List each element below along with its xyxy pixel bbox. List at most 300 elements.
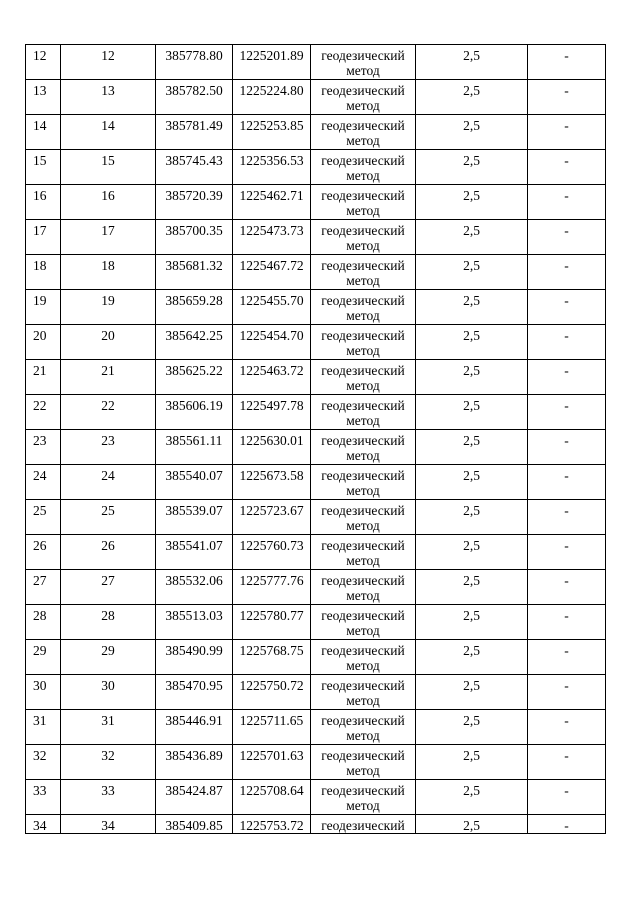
point-id-cell-text: 20 <box>101 328 115 343</box>
x-coordinate-cell <box>156 360 233 395</box>
point-id-cell-text: 13 <box>101 83 115 98</box>
point-number-cell-text: 15 <box>33 153 47 168</box>
x-coordinate-cell-text: 385659.28 <box>165 293 223 308</box>
note-cell-text: - <box>564 433 569 448</box>
accuracy-cell-text: 2,5 <box>463 818 480 833</box>
x-coordinate-cell <box>156 290 233 325</box>
point-number-cell-text: 12 <box>33 48 47 63</box>
x-coordinate-cell-text: 385720.39 <box>165 188 223 203</box>
point-id-cell <box>61 430 156 465</box>
y-coordinate-cell-text: 1225473.73 <box>239 223 304 238</box>
y-coordinate-cell-text: 1225708.64 <box>239 783 304 798</box>
point-id-cell-text: 18 <box>101 258 115 273</box>
x-coordinate-cell <box>156 430 233 465</box>
method-cell <box>311 605 416 640</box>
method-cell <box>311 325 416 360</box>
point-number-cell-text: 32 <box>33 748 47 763</box>
point-id-cell-text: 30 <box>101 678 115 693</box>
x-coordinate-cell-text: 385409.85 <box>165 818 223 833</box>
x-coordinate-cell <box>156 745 233 780</box>
method-cell-text: геодезический метод <box>321 783 405 813</box>
point-number-cell <box>26 605 61 640</box>
point-number-cell <box>26 535 61 570</box>
x-coordinate-cell-text: 385782.50 <box>165 83 223 98</box>
note-cell <box>528 255 606 290</box>
point-id-cell-text: 27 <box>101 573 115 588</box>
note-cell <box>528 780 606 815</box>
note-cell <box>528 430 606 465</box>
note-cell-text: - <box>564 678 569 693</box>
x-coordinate-cell <box>156 150 233 185</box>
y-coordinate-cell-text: 1225201.89 <box>239 48 304 63</box>
table-row <box>26 45 606 80</box>
y-coordinate-cell <box>233 430 311 465</box>
point-number-cell-text: 16 <box>33 188 47 203</box>
point-id-cell <box>61 815 156 834</box>
point-number-cell-text: 13 <box>33 83 47 98</box>
accuracy-cell <box>416 360 528 395</box>
method-cell <box>311 465 416 500</box>
note-cell-text: - <box>564 608 569 623</box>
y-coordinate-cell <box>233 570 311 605</box>
point-id-cell <box>61 675 156 710</box>
note-cell-text: - <box>564 468 569 483</box>
method-cell-text: геодезический метод <box>321 258 405 288</box>
y-coordinate-cell-text: 1225224.80 <box>239 83 304 98</box>
note-cell-text: - <box>564 48 569 63</box>
note-cell <box>528 745 606 780</box>
point-id-cell <box>61 220 156 255</box>
point-id-cell-text: 21 <box>101 363 115 378</box>
x-coordinate-cell <box>156 640 233 675</box>
table-row <box>26 360 606 395</box>
accuracy-cell <box>416 220 528 255</box>
point-id-cell-text: 16 <box>101 188 115 203</box>
point-id-cell-text: 25 <box>101 503 115 518</box>
y-coordinate-cell <box>233 395 311 430</box>
point-number-cell-text: 26 <box>33 538 47 553</box>
method-cell-text: геодезический метод <box>321 433 405 463</box>
point-number-cell <box>26 150 61 185</box>
point-number-cell-text: 28 <box>33 608 47 623</box>
table-row <box>26 220 606 255</box>
accuracy-cell-text: 2,5 <box>463 503 480 518</box>
x-coordinate-cell <box>156 710 233 745</box>
y-coordinate-cell-text: 1225462.71 <box>239 188 304 203</box>
y-coordinate-cell <box>233 80 311 115</box>
y-coordinate-cell-text: 1225497.78 <box>239 398 304 413</box>
accuracy-cell <box>416 570 528 605</box>
accuracy-cell-text: 2,5 <box>463 538 480 553</box>
method-cell <box>311 430 416 465</box>
accuracy-cell-text: 2,5 <box>463 83 480 98</box>
point-id-cell-text: 33 <box>101 783 115 798</box>
y-coordinate-cell <box>233 115 311 150</box>
table-row <box>26 535 606 570</box>
x-coordinate-cell <box>156 465 233 500</box>
point-number-cell-text: 34 <box>33 818 47 833</box>
accuracy-cell-text: 2,5 <box>463 573 480 588</box>
y-coordinate-cell <box>233 150 311 185</box>
method-cell <box>311 815 416 834</box>
y-coordinate-cell-text: 1225768.75 <box>239 643 304 658</box>
point-id-cell <box>61 290 156 325</box>
point-id-cell <box>61 150 156 185</box>
accuracy-cell <box>416 80 528 115</box>
accuracy-cell <box>416 325 528 360</box>
table-row <box>26 745 606 780</box>
method-cell <box>311 360 416 395</box>
point-number-cell <box>26 115 61 150</box>
y-coordinate-cell-text: 1225780.77 <box>239 608 304 623</box>
accuracy-cell-text: 2,5 <box>463 153 480 168</box>
accuracy-cell-text: 2,5 <box>463 608 480 623</box>
method-cell <box>311 640 416 675</box>
note-cell-text: - <box>564 363 569 378</box>
method-cell <box>311 710 416 745</box>
accuracy-cell <box>416 605 528 640</box>
point-number-cell <box>26 780 61 815</box>
accuracy-cell-text: 2,5 <box>463 678 480 693</box>
note-cell-text: - <box>564 538 569 553</box>
note-cell <box>528 45 606 80</box>
y-coordinate-cell-text: 1225723.67 <box>239 503 304 518</box>
method-cell-text: геодезический метод <box>321 83 405 113</box>
method-cell-text: геодезический метод <box>321 223 405 253</box>
accuracy-cell-text: 2,5 <box>463 783 480 798</box>
x-coordinate-cell <box>156 80 233 115</box>
accuracy-cell-text: 2,5 <box>463 118 480 133</box>
y-coordinate-cell-text: 1225711.65 <box>239 713 304 728</box>
accuracy-cell-text: 2,5 <box>463 748 480 763</box>
x-coordinate-cell-text: 385781.49 <box>165 118 223 133</box>
x-coordinate-cell <box>156 535 233 570</box>
method-cell-text: геодезический <box>321 818 405 833</box>
point-id-cell <box>61 640 156 675</box>
table-row <box>26 675 606 710</box>
x-coordinate-cell-text: 385470.95 <box>165 678 223 693</box>
accuracy-cell <box>416 465 528 500</box>
method-cell <box>311 150 416 185</box>
note-cell-text: - <box>564 748 569 763</box>
x-coordinate-cell-text: 385745.43 <box>165 153 223 168</box>
point-id-cell <box>61 465 156 500</box>
point-number-cell <box>26 675 61 710</box>
method-cell-text: геодезический метод <box>321 48 405 78</box>
method-cell-text: геодезический метод <box>321 748 405 778</box>
accuracy-cell <box>416 255 528 290</box>
x-coordinate-cell-text: 385561.11 <box>165 433 223 448</box>
y-coordinate-cell <box>233 535 311 570</box>
accuracy-cell <box>416 45 528 80</box>
point-number-cell-text: 24 <box>33 468 47 483</box>
point-number-cell <box>26 710 61 745</box>
y-coordinate-cell <box>233 675 311 710</box>
note-cell <box>528 220 606 255</box>
accuracy-cell-text: 2,5 <box>463 328 480 343</box>
point-number-cell-text: 33 <box>33 783 47 798</box>
point-number-cell <box>26 500 61 535</box>
y-coordinate-cell-text: 1225673.58 <box>239 468 304 483</box>
point-id-cell <box>61 185 156 220</box>
note-cell-text: - <box>564 818 569 833</box>
x-coordinate-cell <box>156 605 233 640</box>
table-row <box>26 815 606 834</box>
x-coordinate-cell-text: 385625.22 <box>165 363 223 378</box>
y-coordinate-cell-text: 1225750.72 <box>239 678 304 693</box>
table-row <box>26 710 606 745</box>
point-number-cell-text: 22 <box>33 398 47 413</box>
point-id-cell-text: 26 <box>101 538 115 553</box>
method-cell <box>311 80 416 115</box>
method-cell <box>311 115 416 150</box>
note-cell-text: - <box>564 643 569 658</box>
table-row <box>26 780 606 815</box>
coordinates-table <box>25 44 606 834</box>
note-cell <box>528 605 606 640</box>
point-id-cell <box>61 45 156 80</box>
method-cell <box>311 570 416 605</box>
point-number-cell-text: 20 <box>33 328 47 343</box>
x-coordinate-cell-text: 385513.03 <box>165 608 223 623</box>
point-id-cell-text: 32 <box>101 748 115 763</box>
x-coordinate-cell-text: 385541.07 <box>165 538 223 553</box>
accuracy-cell <box>416 500 528 535</box>
note-cell-text: - <box>564 398 569 413</box>
y-coordinate-cell-text: 1225753.72 <box>239 818 304 833</box>
point-number-cell <box>26 360 61 395</box>
method-cell <box>311 745 416 780</box>
x-coordinate-cell <box>156 395 233 430</box>
point-number-cell-text: 18 <box>33 258 47 273</box>
x-coordinate-cell <box>156 115 233 150</box>
point-id-cell-text: 28 <box>101 608 115 623</box>
y-coordinate-cell <box>233 745 311 780</box>
y-coordinate-cell <box>233 360 311 395</box>
point-id-cell <box>61 605 156 640</box>
accuracy-cell <box>416 535 528 570</box>
y-coordinate-cell-text: 1225454.70 <box>239 328 304 343</box>
note-cell <box>528 535 606 570</box>
accuracy-cell-text: 2,5 <box>463 398 480 413</box>
point-id-cell-text: 23 <box>101 433 115 448</box>
point-number-cell <box>26 570 61 605</box>
note-cell-text: - <box>564 293 569 308</box>
table-row <box>26 430 606 465</box>
y-coordinate-cell-text: 1225455.70 <box>239 293 304 308</box>
y-coordinate-cell-text: 1225630.01 <box>239 433 304 448</box>
method-cell-text: геодезический метод <box>321 713 405 743</box>
x-coordinate-cell <box>156 185 233 220</box>
method-cell-text: геодезический метод <box>321 328 405 358</box>
method-cell <box>311 500 416 535</box>
x-coordinate-cell-text: 385532.06 <box>165 573 223 588</box>
method-cell <box>311 185 416 220</box>
note-cell-text: - <box>564 188 569 203</box>
method-cell-text: геодезический метод <box>321 468 405 498</box>
point-number-cell-text: 29 <box>33 643 47 658</box>
note-cell <box>528 465 606 500</box>
note-cell-text: - <box>564 713 569 728</box>
accuracy-cell <box>416 710 528 745</box>
point-number-cell-text: 19 <box>33 293 47 308</box>
coordinates-table-body <box>26 45 606 834</box>
note-cell <box>528 80 606 115</box>
point-number-cell-text: 31 <box>33 713 47 728</box>
y-coordinate-cell <box>233 255 311 290</box>
point-number-cell <box>26 325 61 360</box>
x-coordinate-cell <box>156 220 233 255</box>
point-number-cell <box>26 815 61 834</box>
table-row <box>26 570 606 605</box>
x-coordinate-cell-text: 385424.87 <box>165 783 223 798</box>
point-id-cell <box>61 745 156 780</box>
point-id-cell-text: 29 <box>101 643 115 658</box>
table-row <box>26 80 606 115</box>
point-number-cell <box>26 80 61 115</box>
point-number-cell <box>26 395 61 430</box>
note-cell <box>528 360 606 395</box>
table-row <box>26 325 606 360</box>
y-coordinate-cell <box>233 465 311 500</box>
note-cell-text: - <box>564 258 569 273</box>
method-cell-text: геодезический метод <box>321 118 405 148</box>
x-coordinate-cell <box>156 675 233 710</box>
y-coordinate-cell-text: 1225463.72 <box>239 363 304 378</box>
y-coordinate-cell-text: 1225356.53 <box>239 153 304 168</box>
accuracy-cell-text: 2,5 <box>463 48 480 63</box>
x-coordinate-cell-text: 385778.80 <box>165 48 223 63</box>
method-cell <box>311 675 416 710</box>
accuracy-cell-text: 2,5 <box>463 223 480 238</box>
method-cell <box>311 220 416 255</box>
method-cell-text: геодезический метод <box>321 678 405 708</box>
point-id-cell <box>61 710 156 745</box>
accuracy-cell <box>416 395 528 430</box>
table-row <box>26 395 606 430</box>
x-coordinate-cell-text: 385540.07 <box>165 468 223 483</box>
note-cell-text: - <box>564 573 569 588</box>
accuracy-cell-text: 2,5 <box>463 713 480 728</box>
point-number-cell-text: 14 <box>33 118 47 133</box>
point-number-cell <box>26 290 61 325</box>
accuracy-cell-text: 2,5 <box>463 293 480 308</box>
point-number-cell-text: 23 <box>33 433 47 448</box>
note-cell <box>528 570 606 605</box>
accuracy-cell-text: 2,5 <box>463 643 480 658</box>
note-cell-text: - <box>564 118 569 133</box>
y-coordinate-cell <box>233 710 311 745</box>
x-coordinate-cell-text: 385446.91 <box>165 713 223 728</box>
note-cell <box>528 815 606 834</box>
point-id-cell <box>61 255 156 290</box>
note-cell <box>528 675 606 710</box>
table-row <box>26 500 606 535</box>
table-row <box>26 605 606 640</box>
table-row <box>26 465 606 500</box>
x-coordinate-cell <box>156 780 233 815</box>
x-coordinate-cell-text: 385700.35 <box>165 223 223 238</box>
accuracy-cell-text: 2,5 <box>463 188 480 203</box>
point-id-cell <box>61 500 156 535</box>
point-number-cell <box>26 465 61 500</box>
y-coordinate-cell-text: 1225701.63 <box>239 748 304 763</box>
point-number-cell-text: 21 <box>33 363 47 378</box>
table-row <box>26 640 606 675</box>
point-number-cell <box>26 430 61 465</box>
point-number-cell-text: 17 <box>33 223 47 238</box>
x-coordinate-cell-text: 385606.19 <box>165 398 223 413</box>
note-cell <box>528 185 606 220</box>
note-cell <box>528 640 606 675</box>
point-id-cell-text: 19 <box>101 293 115 308</box>
point-id-cell-text: 34 <box>101 818 115 833</box>
method-cell-text: геодезический метод <box>321 608 405 638</box>
x-coordinate-cell <box>156 500 233 535</box>
y-coordinate-cell <box>233 640 311 675</box>
accuracy-cell-text: 2,5 <box>463 258 480 273</box>
method-cell <box>311 290 416 325</box>
method-cell-text: геодезический метод <box>321 293 405 323</box>
x-coordinate-cell <box>156 325 233 360</box>
method-cell-text: геодезический метод <box>321 188 405 218</box>
accuracy-cell <box>416 150 528 185</box>
method-cell-text: геодезический метод <box>321 573 405 603</box>
accuracy-cell <box>416 780 528 815</box>
x-coordinate-cell <box>156 255 233 290</box>
note-cell-text: - <box>564 83 569 98</box>
x-coordinate-cell-text: 385436.89 <box>165 748 223 763</box>
point-id-cell-text: 14 <box>101 118 115 133</box>
method-cell <box>311 395 416 430</box>
accuracy-cell <box>416 640 528 675</box>
accuracy-cell <box>416 745 528 780</box>
note-cell-text: - <box>564 503 569 518</box>
point-id-cell <box>61 360 156 395</box>
note-cell-text: - <box>564 223 569 238</box>
method-cell-text: геодезический метод <box>321 538 405 568</box>
point-number-cell <box>26 185 61 220</box>
note-cell-text: - <box>564 328 569 343</box>
point-id-cell <box>61 395 156 430</box>
y-coordinate-cell-text: 1225253.85 <box>239 118 304 133</box>
accuracy-cell <box>416 185 528 220</box>
accuracy-cell <box>416 430 528 465</box>
point-id-cell <box>61 80 156 115</box>
table-row <box>26 115 606 150</box>
accuracy-cell-text: 2,5 <box>463 363 480 378</box>
method-cell-text: геодезический метод <box>321 363 405 393</box>
note-cell-text: - <box>564 783 569 798</box>
note-cell-text: - <box>564 153 569 168</box>
x-coordinate-cell <box>156 815 233 834</box>
y-coordinate-cell-text: 1225777.76 <box>239 573 304 588</box>
point-number-cell <box>26 45 61 80</box>
accuracy-cell-text: 2,5 <box>463 433 480 448</box>
note-cell <box>528 395 606 430</box>
point-id-cell-text: 12 <box>101 48 115 63</box>
note-cell <box>528 710 606 745</box>
y-coordinate-cell <box>233 325 311 360</box>
table-row <box>26 255 606 290</box>
y-coordinate-cell <box>233 290 311 325</box>
y-coordinate-cell <box>233 185 311 220</box>
y-coordinate-cell-text: 1225760.73 <box>239 538 304 553</box>
method-cell-text: геодезический метод <box>321 643 405 673</box>
point-id-cell <box>61 535 156 570</box>
point-id-cell-text: 17 <box>101 223 115 238</box>
accuracy-cell <box>416 115 528 150</box>
